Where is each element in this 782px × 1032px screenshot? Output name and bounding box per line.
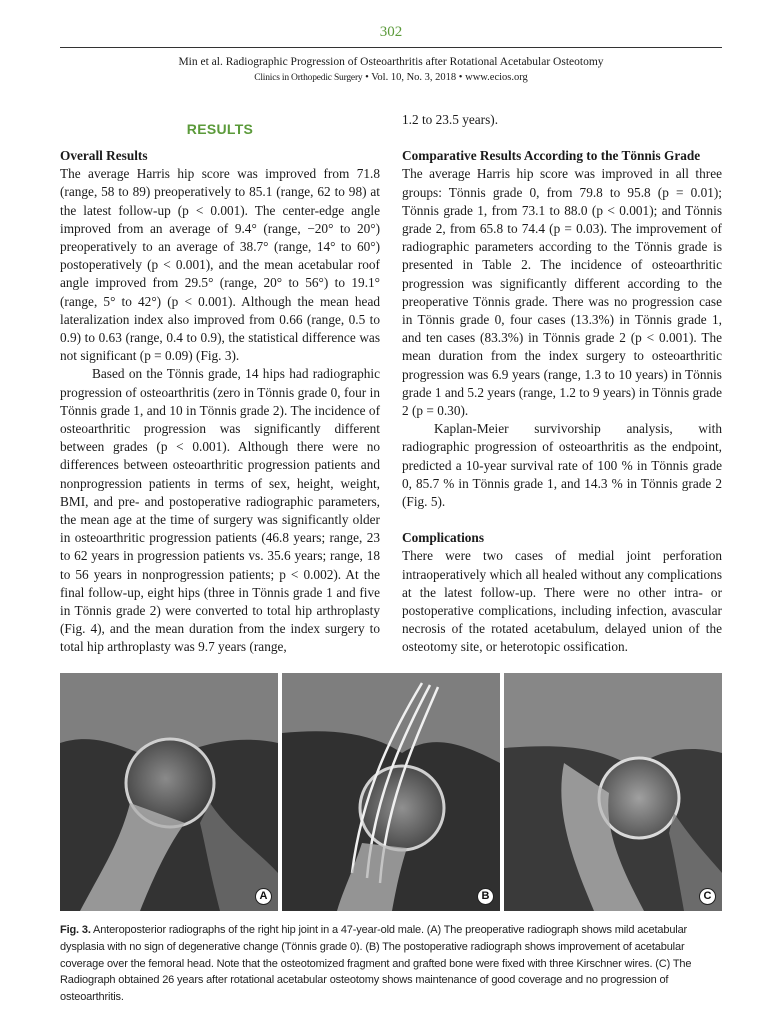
caption-text: Anteroposterior radiographs of the right hip joint in a 47-year-old male. (A) The preoperative radiograph shows mild acetabular dysplasia with no sign of degenerative change (Tönnis grade 0). (B) The postoperative radiograph shows improvement of acetabular coverage over the femoral head. Note that the osteotomized fragment and grafted bone were fixed with three Kirschner wires. (C) The Radiograph obtained 26 years after rotational acetabular osteotomy shows maintenance of good coverage and no progression of osteoarthritis. xyxy=(60,924,692,1004)
paragraph-overall-2: Based on the Tönnis grade, 14 hips had radiographic progression of osteoarthritis (zero in Tönnis grade 0, four in Tönnis grade 1, and 10 in Tönnis grade 2). The incidence of osteoarthritic progression was significantly different between grades (p < 0.001). Although there were no differences between osteoarthritic progression patients and nonprogression patients in terms of sex, height, weight, BMI, and pre- and postoperative radiographic parameters, the mean age at the time of surgery was significantly older in osteoarthritic progression patients (46.8 years; range, 23 to 62 years in progression patients vs. 35.6 years; range, 18 to 56 years in nonprogression patients; p < 0.002). At the final follow-up, eight hips (three in Tönnis grade 1 and five in Tönnis grade 2) were converted to total hip arthroplasty (Fig. 4), and the mean duration from the index surgery to total hip arthroplasty was 9.7 years (range, xyxy=(60,366,380,655)
subheading-complications: Complications xyxy=(402,530,485,546)
radiograph-a-image xyxy=(60,673,278,911)
journal-name: Clinics in Orthopedic Surgery xyxy=(254,73,363,83)
panel-label-b: B xyxy=(477,888,494,905)
header-rule xyxy=(60,47,722,48)
paragraph-complications: There were two cases of medial joint perforation intraoperatively which all healed without any complications at the latest follow-up. There were no other intra- or postoperative complications, including infection, avascular necrosis of the rotated acetabulum, delayed union of the osteotomy site, or heterotopic ossification. xyxy=(402,548,722,655)
subheading-comparative-results: Comparative Results According to the Tönnis Grade xyxy=(402,148,701,164)
right-column-body xyxy=(402,111,722,657)
paragraph-comparative-2: Kaplan-Meier survivorship analysis, with radiographic progression of osteoarthritis as the endpoint, predicted a 10-year survival rate of 100 % in Tönnis grade 0, 85.7 % in Tönnis grade 1, and 14.3 % in Tönnis grade 2 (Fig. 5). xyxy=(402,421,722,510)
paragraph-overall-1: The average Harris hip score was improved from 71.8 (range, 58 to 89) preoperatively to 85.1 (range, 62 to 98) at the latest follow-up (p < 0.001). The center-edge angle improved from an average of 9.4° (range, −20° to 20°) preoperatively to an average of 38.7° (range, 14° to 60°) postoperatively (p < 0.001), and the mean acetabular roof angle improved from 29.5° (range, 20° to 56°) to 19.1° (range, 5° to 42°) (p < 0.001). Although the mean head lateralization index also improved from 0.66 (range, 0.5 to 0.9) to 0.63 (range, 0.4 to 0.9), the statistical difference was not significant (p = 0.09) (Fig. 3). xyxy=(60,166,380,364)
panel-label-a: A xyxy=(255,888,272,905)
radiograph-panel-a xyxy=(60,673,278,911)
journal-issue: • Vol. 10, No. 3, 2018 • www.ecios.org xyxy=(362,72,528,83)
subheading-overall-results: Overall Results xyxy=(60,148,148,163)
figure-caption xyxy=(60,922,722,1006)
section-heading: RESULTS xyxy=(186,121,254,137)
continuation-text: 1.2 to 23.5 years). xyxy=(402,112,499,127)
panel-label-c: C xyxy=(699,888,716,905)
radiograph-panel-c xyxy=(504,673,722,911)
caption-label: Fig. 3. xyxy=(60,924,91,936)
left-column-body xyxy=(60,147,380,657)
running-title: Min et al. Radiographic Progression of Osteoarthritis after Rotational Acetabular Osteotomy xyxy=(178,56,604,68)
radiograph-c-image xyxy=(504,673,722,911)
journal-line xyxy=(0,72,782,83)
radiograph-b-image xyxy=(282,673,500,911)
radiograph-panel-b xyxy=(282,673,500,911)
paragraph-comparative-1: The average Harris hip score was improved in all three groups: Tönnis grade 0, from 79.8 to 95.8 (p = 0.01); Tönnis grade 1, from 73.1 to 88.0 (p < 0.001); and Tönnis grade 2, from 65.8 to 74.4 (p = 0.03). The improvement of radiographic parameters according to the Tönnis grade is presented in Table 2. The incidence of osteoarthritic progression was significantly different according to the preoperative Tönnis grade. There was no progression case in Tönnis grade 0, four cases (13.3%) in Tönnis grade 1, and ten cases (83.3%) in Tönnis grade 2 (p < 0.001). The mean duration from the index surgery to osteoarthritic progression was 6.9 years (range, 1.3 to 10 years) in Tönnis grade 1 and 5.2 years (range, 1.2 to 9 years) in Tönnis grade 2 (p = 0.30). xyxy=(402,166,722,419)
figure-3 xyxy=(60,673,722,911)
page-number: 302 xyxy=(379,24,403,40)
